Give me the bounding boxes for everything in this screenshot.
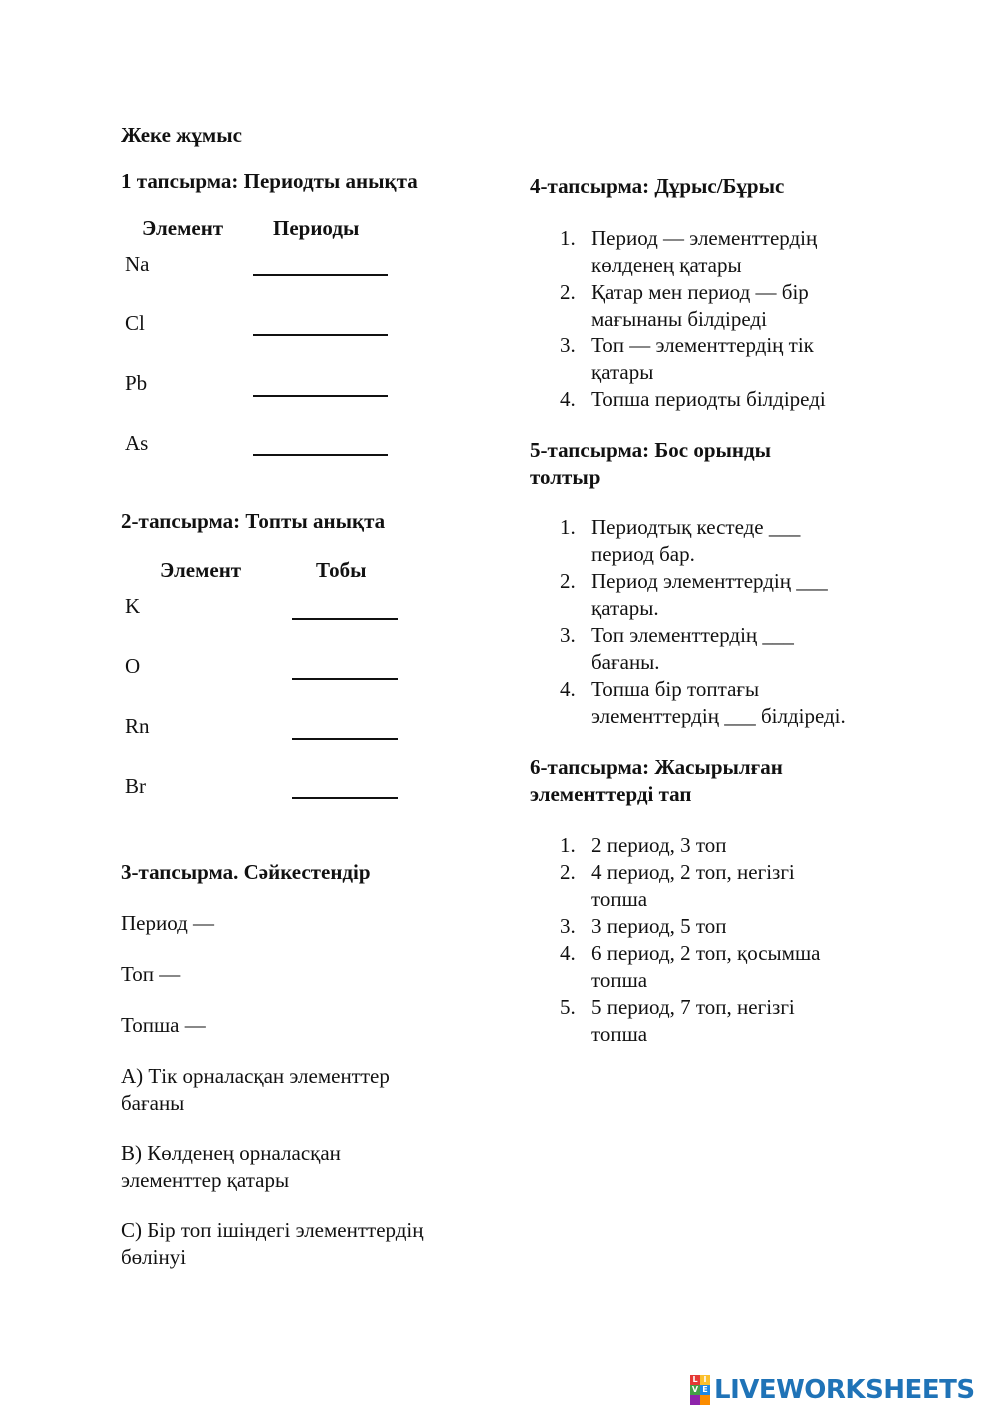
task3-option-c-line2: бөлінуі [121, 1245, 187, 1269]
task6-item-3-line1[interactable]: 3 период, 5 топ [591, 914, 727, 938]
task5-heading-line1: 5-тапсырма: Бос орынды [530, 438, 772, 462]
task6-item-5-line2[interactable]: топша [591, 1022, 648, 1046]
task1-answer-blank-as[interactable] [253, 454, 388, 456]
task6-item-4-line2[interactable]: топша [591, 968, 648, 992]
task1-heading: 1 тапсырма: Периодты анықта [121, 169, 418, 193]
task5-item-number: 1. [560, 515, 576, 539]
task6-item-2-line2[interactable]: топша [591, 887, 648, 911]
task4-item-2-line2[interactable]: мағынаны білдіреді [591, 307, 767, 331]
task4-item-1-line2[interactable]: көлденең қатары [591, 253, 742, 277]
liveworksheets-logo-text: LIVEWORKSHEETS [714, 1375, 975, 1405]
task5-item-4-line2[interactable]: элементтердің ___ білдіреді. [591, 704, 846, 728]
task6-heading-line1: 6-тапсырма: Жасырылған [530, 755, 783, 779]
task1-col-period: Периоды [273, 216, 360, 240]
task2-element-rn: Rn [125, 714, 150, 738]
task2-col-group: Тобы [316, 558, 367, 582]
task6-heading-line2: элементтерді тап [530, 782, 692, 806]
task5-item-1-line1[interactable]: Периодтық кестеде ___ [591, 515, 801, 539]
task3-option-a-line2: бағаны [121, 1091, 185, 1115]
task1-element-pb: Pb [125, 371, 148, 395]
task1-answer-blank-na[interactable] [253, 274, 388, 276]
worksheet-title: Жеке жұмыс [121, 123, 242, 147]
task5-item-3-line1[interactable]: Топ элементтердің ___ [591, 623, 794, 647]
task2-element-k: K [125, 594, 141, 618]
task2-answer-blank-br[interactable] [292, 797, 398, 799]
task2-answer-blank-rn[interactable] [292, 738, 398, 740]
task4-item-2-line1[interactable]: Қатар мен период — бір [591, 280, 809, 304]
task1-element-as: As [125, 431, 149, 455]
task5-item-number: 4. [560, 677, 576, 701]
task2-col-element: Элемент [160, 558, 242, 582]
task5-item-2-line1[interactable]: Период элементтердің ___ [591, 569, 828, 593]
task4-item-number: 2. [560, 280, 576, 304]
task4-item-3-line2[interactable]: қатары [591, 360, 654, 384]
task3-heading: 3-тапсырма. Сәйкестендір [121, 860, 371, 884]
task4-item-3-line1[interactable]: Топ — элементтердің тік [591, 333, 814, 357]
task3-option-b-line2: элементтер қатары [121, 1168, 290, 1192]
task5-item-number: 3. [560, 623, 576, 647]
task5-item-3-line2: бағаны. [591, 650, 660, 674]
task6-item-number: 2. [560, 860, 576, 884]
task5-item-1-line2: период бар. [591, 542, 695, 566]
task6-item-2-line1[interactable]: 4 период, 2 топ, негізгі [591, 860, 795, 884]
task4-item-number: 4. [560, 387, 576, 411]
task1-element-cl: Cl [125, 311, 145, 335]
task3-term-period[interactable]: Период — [121, 911, 215, 935]
task6-item-number: 5. [560, 995, 576, 1019]
task1-col-element: Элемент [142, 216, 224, 240]
task6-item-1-line1[interactable]: 2 период, 3 топ [591, 833, 727, 857]
task6-item-number: 1. [560, 833, 576, 857]
task3-option-a-line1: A) Тік орналасқан элементтер [121, 1064, 390, 1088]
task2-answer-blank-o[interactable] [292, 678, 398, 680]
task1-element-na: Na [125, 252, 150, 276]
task4-item-4-line1[interactable]: Топша периодты білдіреді [591, 387, 826, 411]
task2-element-o: O [125, 654, 141, 678]
task6-item-5-line1[interactable]: 5 период, 7 топ, негізгі [591, 995, 795, 1019]
task6-item-number: 4. [560, 941, 576, 965]
task2-heading: 2-тапсырма: Топты анықта [121, 509, 386, 533]
task6-item-number: 3. [560, 914, 576, 938]
task5-heading-line2: толтыр [530, 465, 601, 489]
task2-answer-blank-k[interactable] [292, 618, 398, 620]
task4-item-number: 1. [560, 226, 576, 250]
task4-item-number: 3. [560, 333, 576, 357]
task1-answer-blank-cl[interactable] [253, 334, 388, 336]
task5-item-2-line2: қатары. [591, 596, 659, 620]
task3-term-group[interactable]: Топ — [121, 962, 181, 986]
task3-option-b-line1: B) Көлденең орналасқан [121, 1141, 341, 1165]
task5-item-number: 2. [560, 569, 576, 593]
liveworksheets-badge-icon: L I V E [690, 1375, 710, 1405]
liveworksheets-logo [690, 1372, 975, 1408]
task5-item-4-line1: Топша бір топтағы [591, 677, 760, 701]
task6-item-4-line1[interactable]: 6 период, 2 топ, қосымша [591, 941, 821, 965]
task4-heading: 4-тапсырма: Дұрыс/Бұрыс [530, 174, 785, 198]
task1-answer-blank-pb[interactable] [253, 395, 388, 397]
task3-term-subgroup[interactable]: Топша — [121, 1013, 206, 1037]
task4-item-1-line1[interactable]: Период — элементтердің [591, 226, 818, 250]
task2-element-br: Br [125, 774, 146, 798]
task3-option-c-line1: C) Бір топ ішіндегі элементтердің [121, 1218, 424, 1242]
